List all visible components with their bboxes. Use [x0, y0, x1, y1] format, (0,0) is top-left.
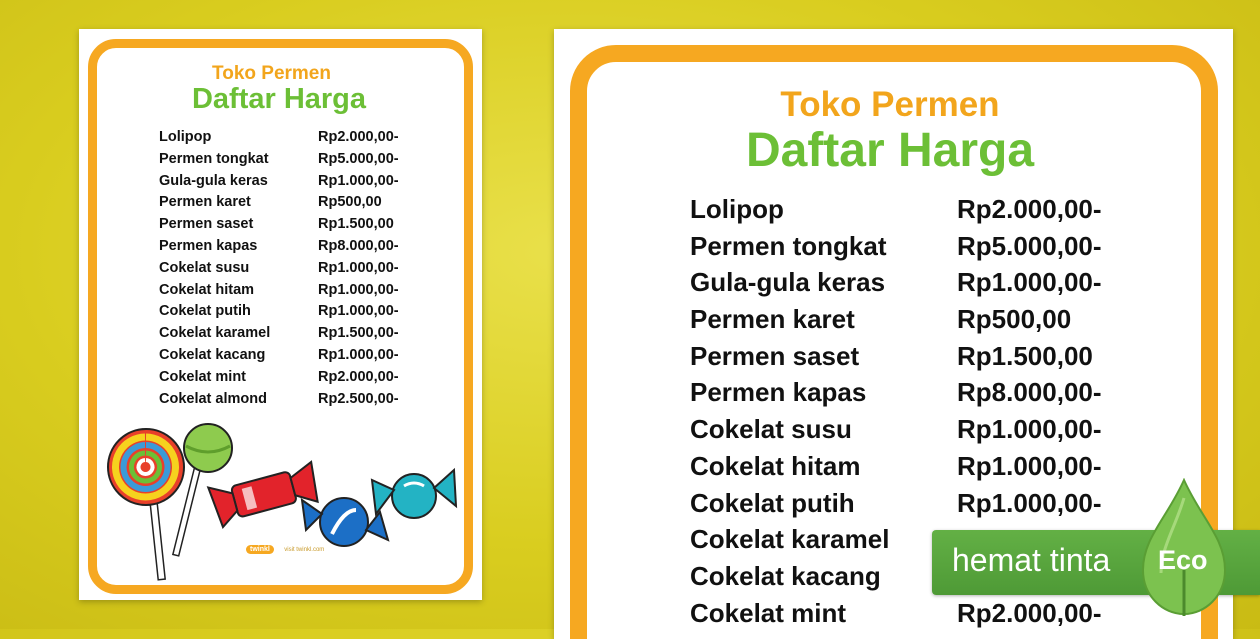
item-name: Permen saset	[159, 216, 254, 233]
item-name: Permen saset	[690, 340, 860, 371]
shop-subtitle-large: Toko Permen	[780, 85, 1000, 124]
item-price: Rp500,00	[318, 194, 382, 211]
item-name: Cokelat susu	[159, 259, 250, 276]
item-name: Cokelat karamel	[690, 524, 890, 555]
item-price: Rp2.000,00-	[318, 368, 399, 385]
item-name: Permen karet	[159, 194, 251, 211]
item-name: Cokelat hitam	[690, 450, 861, 481]
item-name: Cokelat kacang	[159, 346, 266, 363]
item-price: Rp8.000,00-	[957, 377, 1102, 408]
item-name: Cokelat putih	[159, 303, 251, 320]
item-price: Rp1.000,00-	[957, 450, 1102, 481]
item-price: Rp1.000,00-	[957, 414, 1102, 445]
item-price: Rp2.500,00-	[318, 390, 399, 407]
item-name: Cokelat hitam	[159, 281, 255, 298]
item-name: Cokelat mint	[159, 368, 247, 385]
eco-label: Eco	[1158, 545, 1208, 575]
item-name: Gula-gula keras	[690, 267, 886, 298]
item-price: Rp5.000,00-	[957, 230, 1102, 261]
item-name: Permen tongkat	[690, 230, 887, 261]
item-price: Rp1.000,00-	[318, 172, 399, 189]
item-name: Cokelat susu	[690, 414, 852, 445]
twinkl-logo: twinkl	[246, 545, 274, 554]
publisher-logo	[246, 538, 324, 556]
item-name: Cokelat almond	[159, 390, 267, 407]
shop-subtitle: Toko Permen	[212, 63, 331, 84]
item-price: Rp1.500,00-	[318, 325, 399, 342]
item-name: Permen kapas	[690, 377, 867, 408]
item-price: Rp5.000,00-	[318, 150, 399, 167]
price-list-title-large: Daftar Harga	[745, 124, 1035, 177]
item-price: Rp8.000,00-	[318, 237, 399, 254]
item-name: Lolipop	[690, 194, 784, 224]
item-name: Permen tongkat	[159, 150, 269, 167]
item-name: Permen kapas	[159, 237, 258, 254]
item-price: Rp1.000,00-	[957, 267, 1102, 298]
item-price: Rp1.000,00-	[318, 346, 399, 363]
item-price: Rp500,00	[957, 304, 1072, 335]
item-name: Cokelat kacang	[690, 560, 881, 591]
item-name: Gula-gula keras	[159, 172, 268, 189]
item-price: Rp2.000,00-	[957, 194, 1102, 224]
item-name: Cokelat karamel	[159, 325, 271, 342]
item-price: Rp1.500,00	[957, 340, 1093, 371]
item-price: Rp1.000,00-	[318, 303, 399, 320]
item-name: Cokelat putih	[690, 487, 855, 518]
item-name: Cokelat mint	[690, 597, 847, 628]
item-price: Rp2.000,00-	[318, 129, 399, 145]
eco-badge-text: hemat tinta	[952, 542, 1111, 578]
item-price: Rp2.000,00-	[957, 597, 1102, 628]
item-name: Permen karet	[690, 304, 855, 335]
twinkl-url: visit twinkl.com	[284, 547, 325, 553]
item-price: Rp1.500,00	[318, 216, 394, 233]
item-name: Lolipop	[159, 129, 212, 145]
item-price: Rp1.000,00-	[318, 259, 399, 276]
item-price: Rp1.000,00-	[318, 281, 399, 298]
candy-illustration	[104, 422, 464, 584]
price-list-title: Daftar Harga	[191, 83, 367, 115]
item-price: Rp1.000,00-	[957, 487, 1102, 518]
